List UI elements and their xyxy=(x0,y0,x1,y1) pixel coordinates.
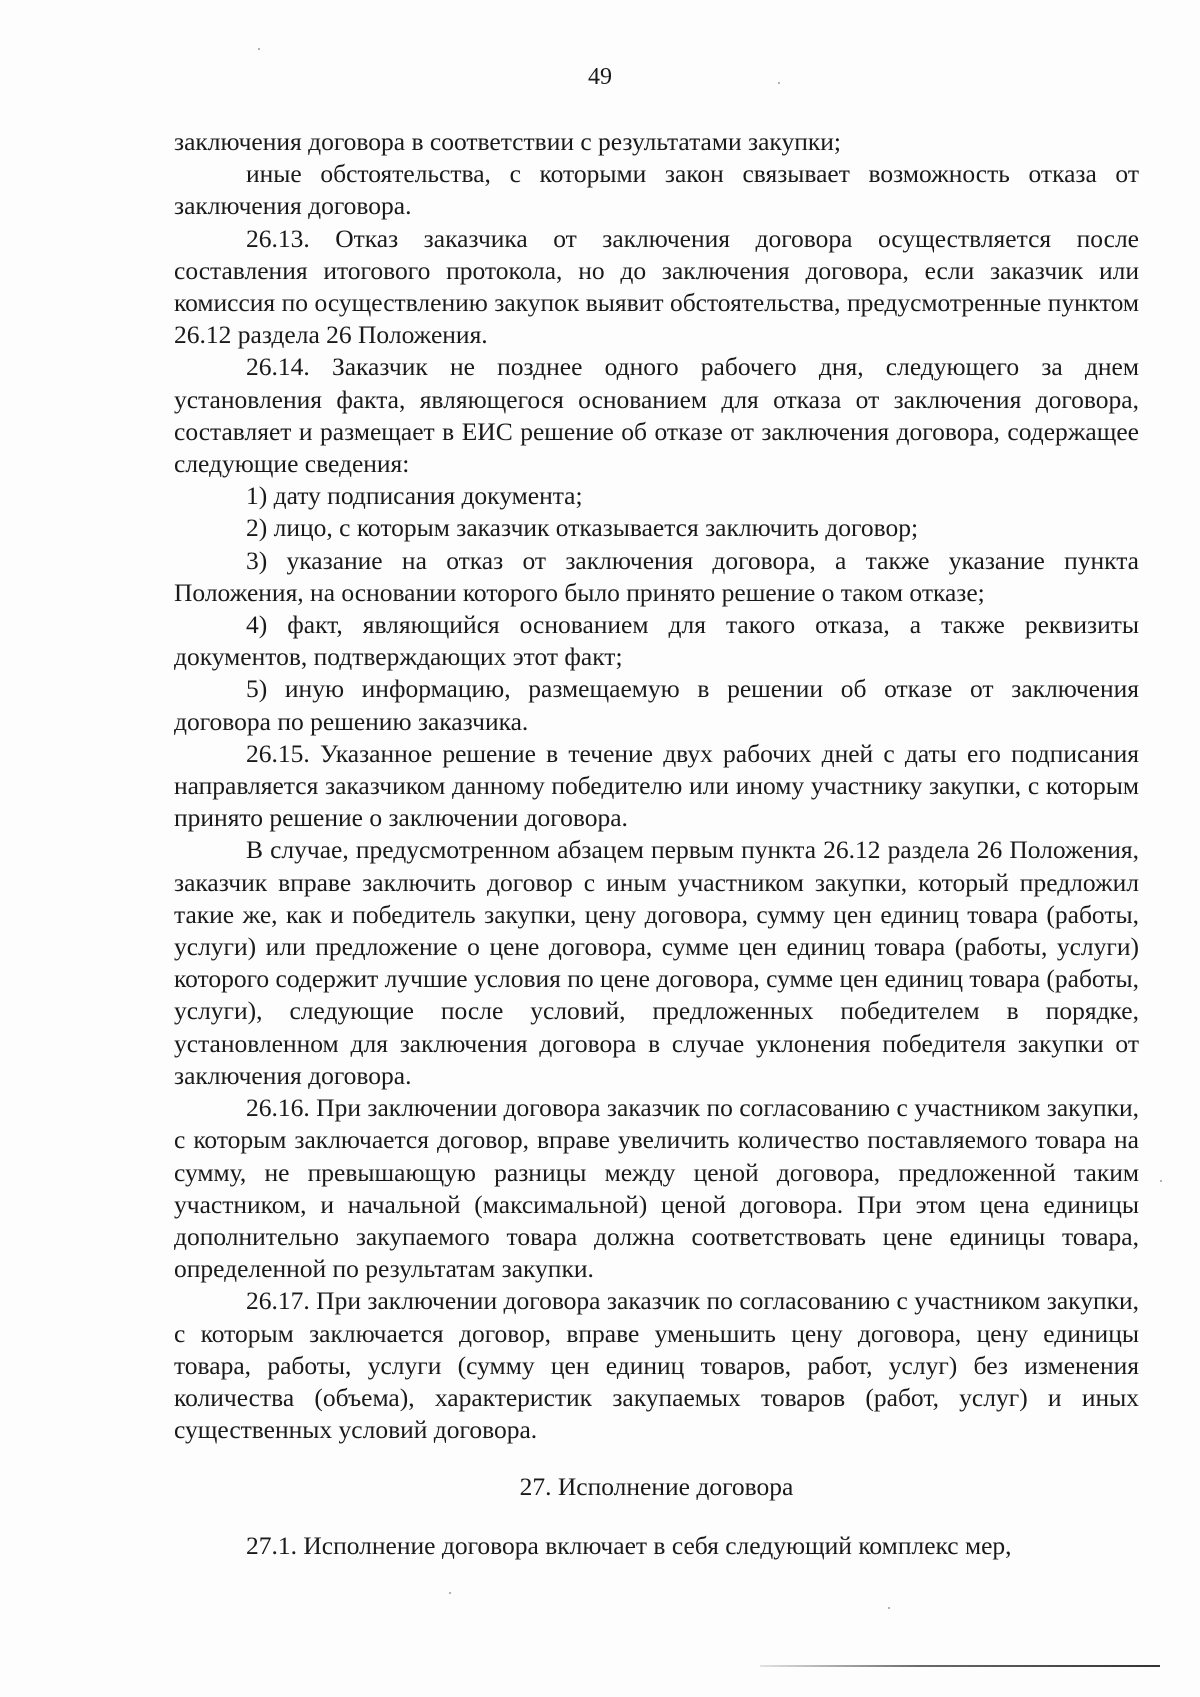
list-item-5: 5) иную информацию, размещаемую в решении об отказе от заключения договора по решению заказчика. xyxy=(174,674,1139,736)
section-title: 27. Исполнение договора xyxy=(519,1472,794,1502)
scan-speck xyxy=(778,82,780,84)
paragraph-26-16: 26.16. При заключении договора заказчик по согласованию с участником закупки, с которым заключается договор, вправе увеличить количество поставляемого товара на сумму, не превышающую разницы между ценой договора, предложенной таким участником, и начальной (максимальной) ценой договора. При этом цена единицы дополнительно закупаемого товара должна соответствовать цене единицы товара, определенной по результатам закупки. xyxy=(174,1093,1139,1284)
list-item-4: 4) факт, являющийся основанием для такого отказа, а также реквизиты документов, подтверждающих этот факт; xyxy=(174,610,1139,672)
paragraph-26-17: 26.17. При заключении договора заказчик по согласованию с участником закупки, с которым заключается договор, вправе уменьшить цену договора, цену единицы товара, работы, услуги (сумму цен единиц товаров, работ, услуг) без изменения количества (объема), характеристик закупаемых товаров (работ, услуг) и иных существенных условий договора. xyxy=(174,1286,1139,1445)
paragraph: иные обстоятельства, с которыми закон связывает возможность отказа от заключения договора. xyxy=(174,159,1139,221)
list-item-2: 2) лицо, с которым заказчик отказывается заключить договор; xyxy=(246,513,919,543)
paragraph-26-15: 26.15. Указанное решение в течение двух рабочих дней с даты его подписания направляется заказчиком данному победителю или иному участнику закупки, с которым принято решение о заключении договора. xyxy=(174,738,1139,833)
list-item-3: 3) указание на отказ от заключения договора, а также указание пункта Положения, на основании которого было принято решение о таком отказе; xyxy=(174,545,1139,607)
page-number: 49 xyxy=(588,64,612,90)
scan-edge-line xyxy=(760,1665,1160,1667)
paragraph-26-14: 26.14. Заказчик не позднее одного рабочего дня, следующего за днем установления факта, являющегося основанием для отказа от заключения договора, составляет и размещает в ЕИС решение об отказе от заключения договора, содержащее следующие сведения: xyxy=(174,352,1139,479)
scan-speck xyxy=(1160,1180,1162,1182)
paragraph-continuation: заключения договора в соответствии с результатами закупки; xyxy=(174,127,841,156)
scan-speck xyxy=(888,1607,890,1609)
paragraph: В случае, предусмотренном абзацем первым пункта 26.12 раздела 26 Положения, заказчик вправе заключить договор с иным участником закупки, который предложил такие же, как и победитель закупки, цену договора, сумму цен единиц товара (работы, услуги) или предложение о цене договора, сумме цен единиц товара (работы, услуги) которого содержит лучшие условия по цене договора, сумме цен единиц товара (работы, услуги), следующие после условий, предложенных победителем в порядке, установленном для заключения договора в случае уклонения победителя закупки от заключения договора. xyxy=(174,835,1139,1090)
document-body xyxy=(174,126,1139,1562)
scan-speck xyxy=(449,1592,451,1594)
paragraph-27-1: 27.1. Исполнение договора включает в себя следующий комплекс мер, xyxy=(246,1530,1012,1560)
paragraph-26-13: 26.13. Отказ заказчика от заключения договора осуществляется после составления итогового протокола, но до заключения договора, если заказчик или комиссия по осуществлению закупок выявит обстоятельства, предусмотренные пунктом 26.12 раздела 26 Положения. xyxy=(174,223,1139,350)
scan-speck xyxy=(258,48,260,50)
list-item-1: 1) дату подписания документа; xyxy=(246,481,583,511)
